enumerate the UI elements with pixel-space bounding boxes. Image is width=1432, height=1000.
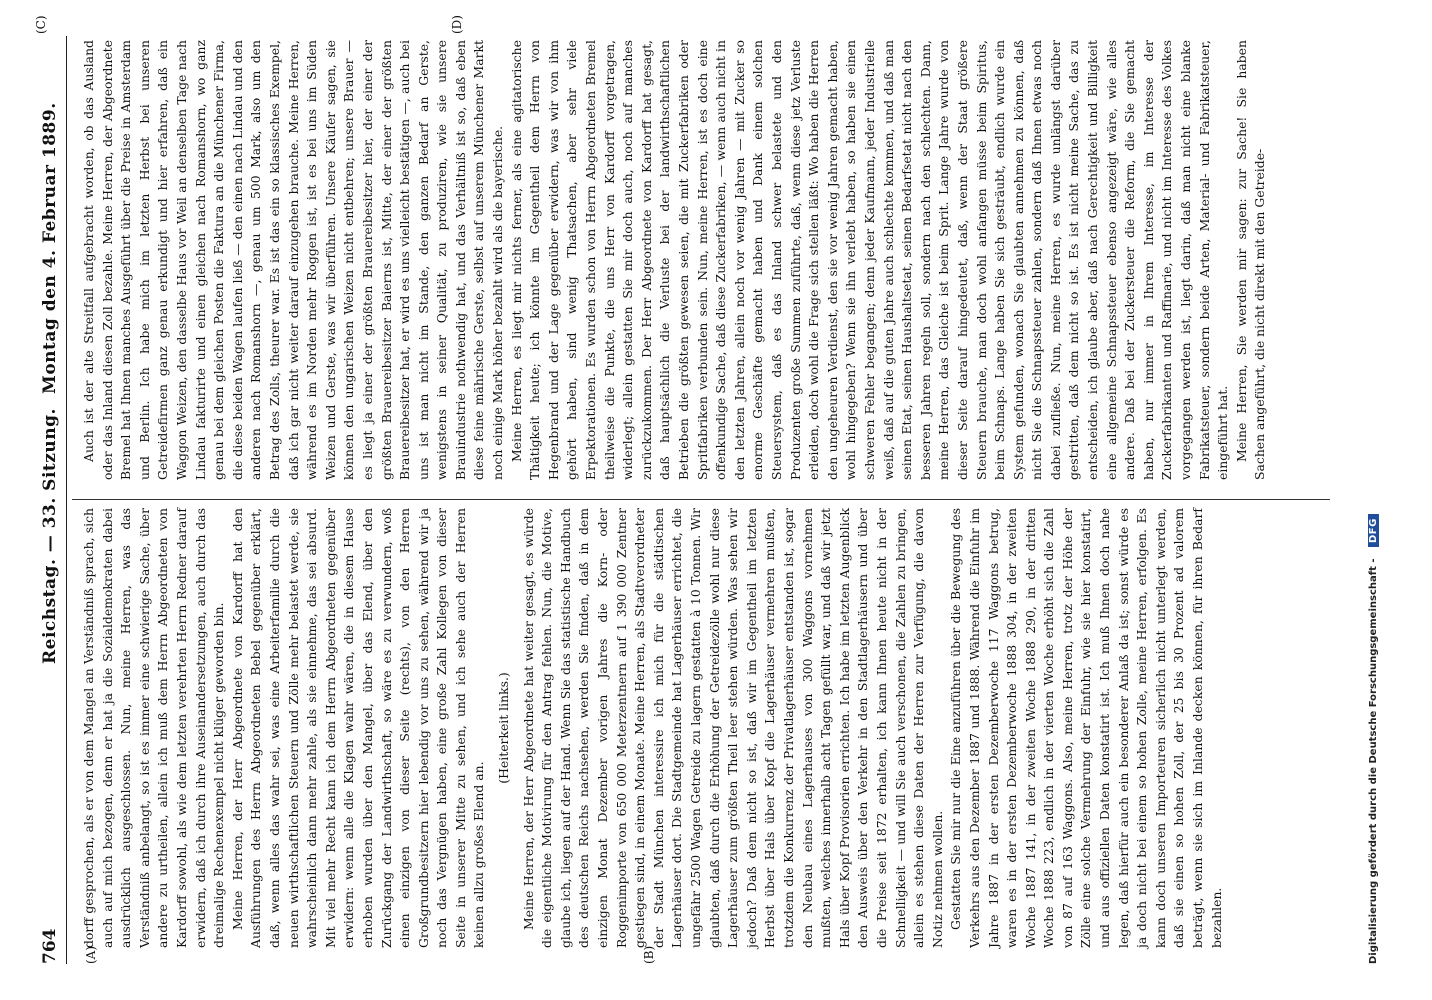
header-rule — [66, 36, 67, 964]
page-number: 764 — [40, 928, 60, 964]
paragraph: Meine Herren, es liegt mir nichts ferner, als eine agitatorische Thätigkeit heute; ich könnte im Gegentheil dem Herrn von Hegenbrand und der Lage gegenüber erwidern, was wir von ihm gehört haben, sind wenig Thatsachen, aber sehr viele Erpektorationen. Es wurden schon von Herrn Abgeordneten Bremel theilweise die Punkte, die uns Herr von Kardorff vorgetragen, widerlegt; allein gestatten Sie mir doch auch, noch auf manches zurückzukommen. Der Herr Abgeordnete von Kardorff hat gesagt, daß hauptsächlich die Verluste bei der landwirthschaftlichen Betrieben die größten gewesen seien, die mit Zuckerfabriken oder Spritfabriken verbunden sein. Nun, meine Herren, ist es doch eine offenkundige Sache, daß diese Zuckerfabriken, — wenn auch nicht in den letzten Jahren, allein noch vor wenig Jahren — mit Zucker so enorme Geschäfte gemacht haben und Dank einem solchen Steuersystem, daß es das Inland schwer belastete und den Produzenten große Summen zuführte, daß, wenn diese jetz Verluste erleiden, doch wohl die Frage sich stellen läßt: Wo haben die Herren den ungeheuren Verdienst, den sie vor wenig Jahren gemacht haben, wohl hingegeben? Wenn sie ihn verlebt haben, so haben sie einen schweren Fehler begangen; denn jeder Kaufmann, jeder Industrielle weiß, daß auf die guten Jahre auch schlechte kommen, und daß man seinen Etat, seinen Haushaltsetat, seinen Bedarfsetat nicht nach den besseren Jahren regeln soll, sondern nach den schlechten. Dann, meine Herren, das Gleiche ist beim Sprit. Lange Jahre wurde von dieser Seite darauf hingedeutet, daß, wenn der Staat größere Steuern brauche, man doch wohl anfangen müsse beim Spiritus, beim Schnaps. Lange haben Sie sich gesträubt, endlich wurde ein System gefunden, wonach Sie glaubten annehmen zu können, daß nicht Sie die Schnapssteuer zahlen, sondern daß Ihnen etwas noch dabei zufließe. Nun, meine Herren, es wurde unlängst darüber gestritten, daß dem nicht so ist. Es ist nicht meine Sache, das zu entscheiden, ich glaube aber, daß nach Gerechtigkeit und Billigkeit eine allgemeine Schnapssteuer ebenso angezeigt wäre, wie alles andere. Daß bei der Zuckersteuer die Reform, die Sie gemacht haben, nur immer in Ihrem Interesse, im Interesse der Zuckerfabrikanten und Raffinarie, und nicht im Interesse des Volkes vorgegangen werden ist, liegt darin, daß man nicht eine blanke Fabrikatsteuer, sondern beide Arten, Material- und Fabrikatsteuer, eingeführt hat. — [508, 40, 1231, 480]
margin-mark-b: (B) — [642, 945, 656, 964]
margin-mark-a: (A) — [84, 945, 98, 964]
session-date: Montag den 4. Februar 1889. — [40, 102, 60, 394]
margin-mark-d: (D) — [450, 15, 464, 34]
dfg-logo: DFG — [1368, 514, 1379, 547]
paragraph: Meine Herren, der Herr Abgeordnete hat weiter gesagt, es würde die eigentliche Motivirung für den Antrag fehlen. Nun, die Motive, glaube ich, liegen auf der Hand. Wenn Sie das statistische Handbuch des deutschen Reichs nachsehen, werden Sie finden, daß in dem einzigen Monat Dezember vorigen Jahres die Korn- oder Roggenimporte von 650 000 Meterzentnern auf 1 390 000 Zentner gestiegen sind, in einem Monate. Meine Herren, als Stadtverordneter der Stadt München interessire ich mich für die städtischen Lagerhäuser dort. Die Stadtgemeinde hat Lagerhäuser errichtet, die ungefähr 2500 Wagen Getreide zu lagern gestatten à 10 Tonnen. Wir glaubten, daß durch die Erhöhung der Getreidezölle wohl nur diese Lagerhäuser zum größten Theil leer stehen würden. Was sehen wir jedoch? Daß dem nicht so ist, daß wir im Gegentheil im letzten Herbst über Hals über Kopf die Lagerhäuser vermehren mußten, trotzdem die Konkurrenz der Privatlagerhäuser entstanden ist, sogar den Neubau eines Lagerhauses von 300 Waggons vornehmen mußten, welches innerhalb acht Tagen gefüllt war, und daß wir jetzt Hals über Kopf Provisorien errichten. Ich habe im letzten Augenblick den Ausweis über den Verkehr in den Stadtlagerhäusern und über die Preise seit 1872 erhalten, ich kann Ihnen heute nicht in der Schnelligkeit — und will Sie auch verschonen, die Zahlen zu bringen, allein es stehen diese Daten der Herren zur Verfügung, die davon Notiz nehmen wollen. — [520, 507, 945, 948]
digitization-credit — [1368, 514, 1390, 964]
session-title: Reichstag. — 33. Sitzung. — [40, 408, 60, 664]
paragraph: dorff gesprochen, als er von dem Mangel an Verständniß sprach, sich auch auf mich bezogen, denn er hat ja die Sozialdemokraten dabei ausdrücklich ausgeschlossen. Nun, meine Herren, was das Verständniß anbelangt, so ist es immer eine schwierige Sache, über andere zu urtheilen, allein ich muß dem Herrn Abgeordneten von Kardorff sowohl, als wie dem letzten verehrten Herrn Redner darauf erwidern, daß ich durch ihre Auseinandersetzungen, auch durch das dreimalige Rechenexempel nicht klüger geworden bin. — [81, 508, 227, 948]
paragraph: Meine Herren, der Herr Abgeordnete von Kardorff hat den Ausführungen des Herrn Abgeordneten Bebel gegenüber erklärt, daß, wenn alles das wahr sei, was eine Arbeiterfamilie durch die neuen wirthschaftlichen Steuern und Zölle mehr belastet werde, sie wahrscheinlich dann mehr zahle, als sie einnehme, das sei absurd. Mit viel mehr Recht kann ich dem Herrn Abgeordneten gegenüber erwidern: wenn alle die Klagen wahr wären, die in diesem Hause erhoben wurden über den Mangel, über das Elend, über den Zurückgang der Landwirthschaft, so wäre es zu verwundern, woß einen einzigen von dieser Seite (rechts), von den Herren Großgrundbesitzern hier lebendig vor uns zu sehen, während wir ja noch das Vergnügen haben, eine große Zahl Kollegen von dieser Seite in unserer Mitte zu sehen, und ich sehe auch der Herren keinen allzu großes Elend an. — [229, 508, 487, 948]
margin-mark-c: (C) — [34, 15, 48, 34]
credit-text: Digitalisierung gefördert durch die Deutsche Forschungsgemeinschaft - — [1368, 558, 1379, 964]
column-separator — [72, 499, 1330, 500]
paragraph: Meine Herren, Sie werden mir sagen: zur Sache! Sie haben Sachen angeführt, die nicht direkt mit den Getreide- — [1233, 40, 1268, 480]
paragraph: Auch ist der alte Streitfall aufgebracht worden, ob das Ausland oder das Inland diesen Zoll bezahle. Meine Herren, der Abgeordnete Bremel hat Ihnen manches Ausgeführt über die Preise in Amsterdam und Berlin. Ich habe mich im letzten Herbst bei unseren Getreidefirmen ganz genau erkundigt und hier erfahren, daß ein Waggon Weizen, den dasselbe Haus vor Weil an denselben Tage nach Lindau fakturirte und einen gleichen nach Romanshorn, wo ganz genau bei dem gleichen Posten die Faktura an die Münchener Firma, die diese beiden Wagen laufen ließ — den einen nach Lindau und den anderen nach Romanshorn —, genau um 500 Mark, also um den Betrag des Zolls, theurer war. Es ist das ein so klassisches Exempel, daß ich gar nicht weiter darauf einzugehen brauche. Meine Herren, während es im Norden mehr Roggen ist, ist es bei uns im Süden Weizen und Gerste, was wir überführen. Unsere Käufer sagen, sie können den ungarischen Weizen nicht entbehren; unsere Brauer — es liegt ja einer der größten Brauereibesitzer hier, der einer der größten Brauereibesitzer Baierns ist, Mitte, der einer der größten Brauereibesitzer hat, er wird es uns vielleicht bestätigen —, auch bei uns ist man nicht im Stande, den ganzen Bedarf an Gerste, wenigstens in seiner Qualität, zu produziren, wie sie unsere Brauindustrie nothwendig hat, und das Verhältniß ist so, daß eben diese feine mährische Gerste, selbst auf unserem Münchener Markt noch einige Mark höher bezahlt wird als die bayerische. — [81, 40, 506, 480]
interjection: (Heiterkeit links.) — [496, 672, 512, 784]
left-column — [80, 508, 1226, 948]
right-column — [80, 40, 1270, 480]
paragraph: Gestatten Sie mir nur die Eine anzuführen über die Bewegung des Verkehrs aus den Dezember 1887 und 1888. Während die Einfuhr im Jahre 1887 in der ersten Dezemberwoche 117 Waggons betrug, waren es in der ersten Dezemberwoche 1888 304, in der zweiten Woche 1887 141, in der zweiten Woche 1888 290, in der dritten Woche 1888 223, endlich in der vierten Woche erhöht sich die Zahl von 87 auf 163 Waggons. Also, meine Herren, trotz der Höhe der Zölle eine solche Vermehrung der Einfuhr, wie sie hier konstatirt, und aus offiziellen Daten konstatirt ist. Ich muß Ihnen doch nahe legen, daß hierfür auch ein besonderer Anlaß da ist; sonst würde es ja doch nicht bei einem so hohen Zolle, meine Herren, erfolgen. Es kann doch unseren Importeuren sicherlich nicht unterlegt werden, daß sie einen so hohen Zoll, der 25 bis 30 Prozent ad valorem beträgt, wenn sie sich im Inlande decken können, für ihren Bedarf bezahlen. — [948, 508, 1224, 948]
